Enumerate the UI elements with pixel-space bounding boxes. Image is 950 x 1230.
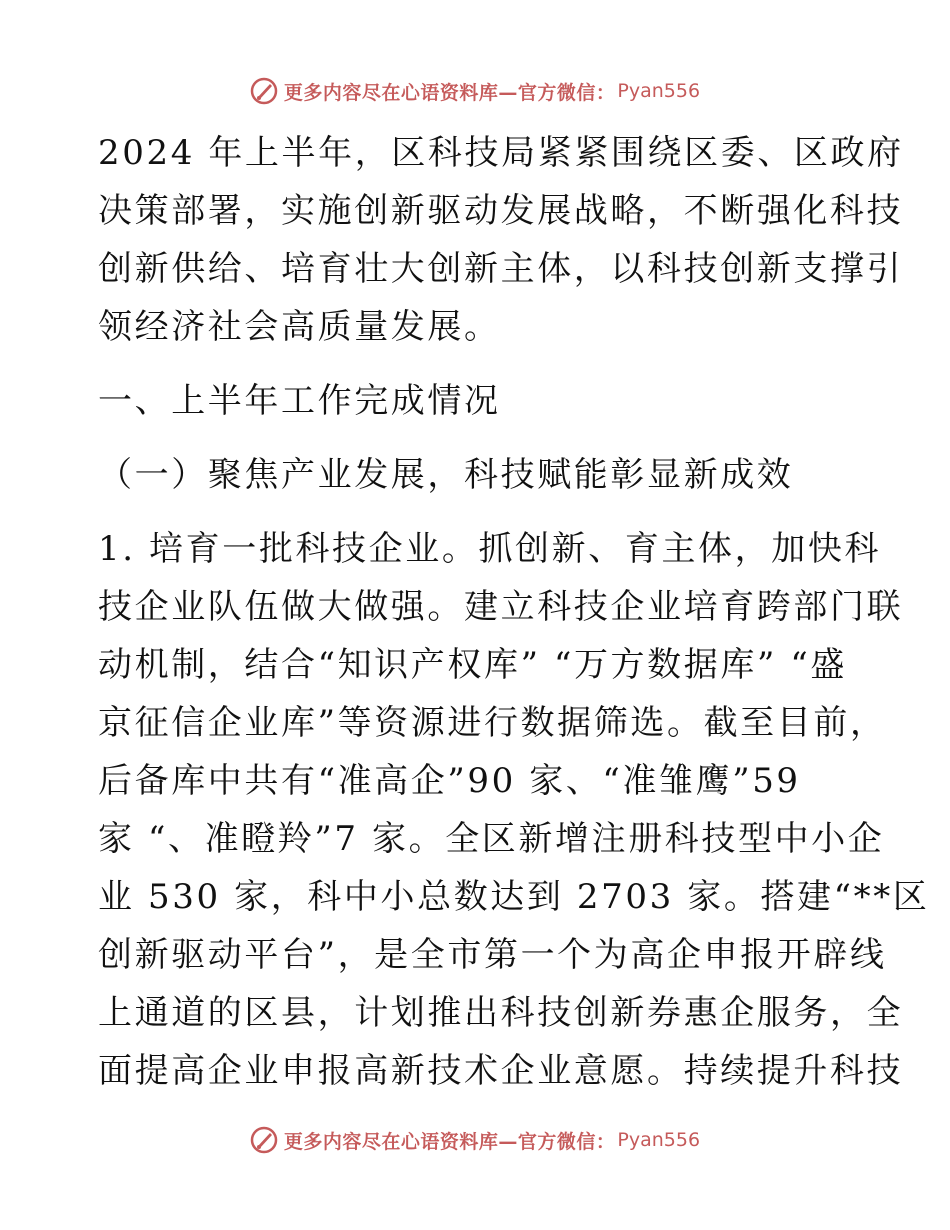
text-line: 后备库中共有“准高企”90 家、“准雏鹰”59 (98, 761, 801, 801)
watermark-wechat-id: Pyan556 (617, 80, 701, 102)
watermark-text: 更多内容尽在心语资料库—官方微信： (283, 1130, 616, 1153)
intro-paragraph (98, 124, 904, 356)
heading-text: （一）聚焦产业发展，科技赋能彰显新成效 (98, 455, 794, 495)
subsection-heading (98, 446, 858, 504)
text-line: 家 “、准瞪羚”7 家。全区新增注册科技型中小企 (98, 819, 885, 859)
watermark-wechat-id: Pyan556 (617, 1129, 701, 1151)
body-paragraph (98, 520, 930, 1100)
text-line: 面提高企业申报高新技术企业意愿。持续提升科技 (98, 1051, 904, 1091)
text-line: 创新驱动平台”，是全市第一个为高企申报开辟线 (98, 935, 887, 975)
text-line: 京征信企业库”等资源进行数据筛选。截至目前， (98, 703, 887, 743)
text-line: 1. 培育一批科技企业。抓创新、育主体，加快科 (98, 529, 882, 569)
section-heading (98, 372, 858, 430)
footer-watermark (0, 1120, 950, 1160)
text-line: 决策部署，实施创新驱动发展战略，不断强化科技 (98, 191, 904, 231)
text-line: 2024 年上半年，区科技局紧紧围绕区委、区政府 (98, 133, 904, 173)
text-line: 动机制，结合“知识产权库” “万方数据库” “盛 (98, 645, 847, 685)
heading-text: 一、上半年工作完成情况 (98, 381, 501, 421)
text-line: 业 530 家，科中小总数达到 2703 家。搭建“**区 (98, 877, 930, 917)
quill-logo-icon (250, 77, 278, 105)
watermark-text: 更多内容尽在心语资料库—官方微信： (283, 81, 616, 104)
document-body (98, 124, 930, 1100)
text-line: 领经济社会高质量发展。 (98, 307, 501, 347)
text-line: 技企业队伍做大做强。建立科技企业培育跨部门联 (98, 587, 904, 627)
text-line: 创新供给、培育壮大创新主体，以科技创新支撑引 (98, 249, 904, 289)
text-line: 上通道的区县，计划推出科技创新券惠企服务，全 (98, 993, 904, 1033)
quill-logo-icon (250, 1126, 278, 1154)
header-watermark (0, 71, 950, 111)
